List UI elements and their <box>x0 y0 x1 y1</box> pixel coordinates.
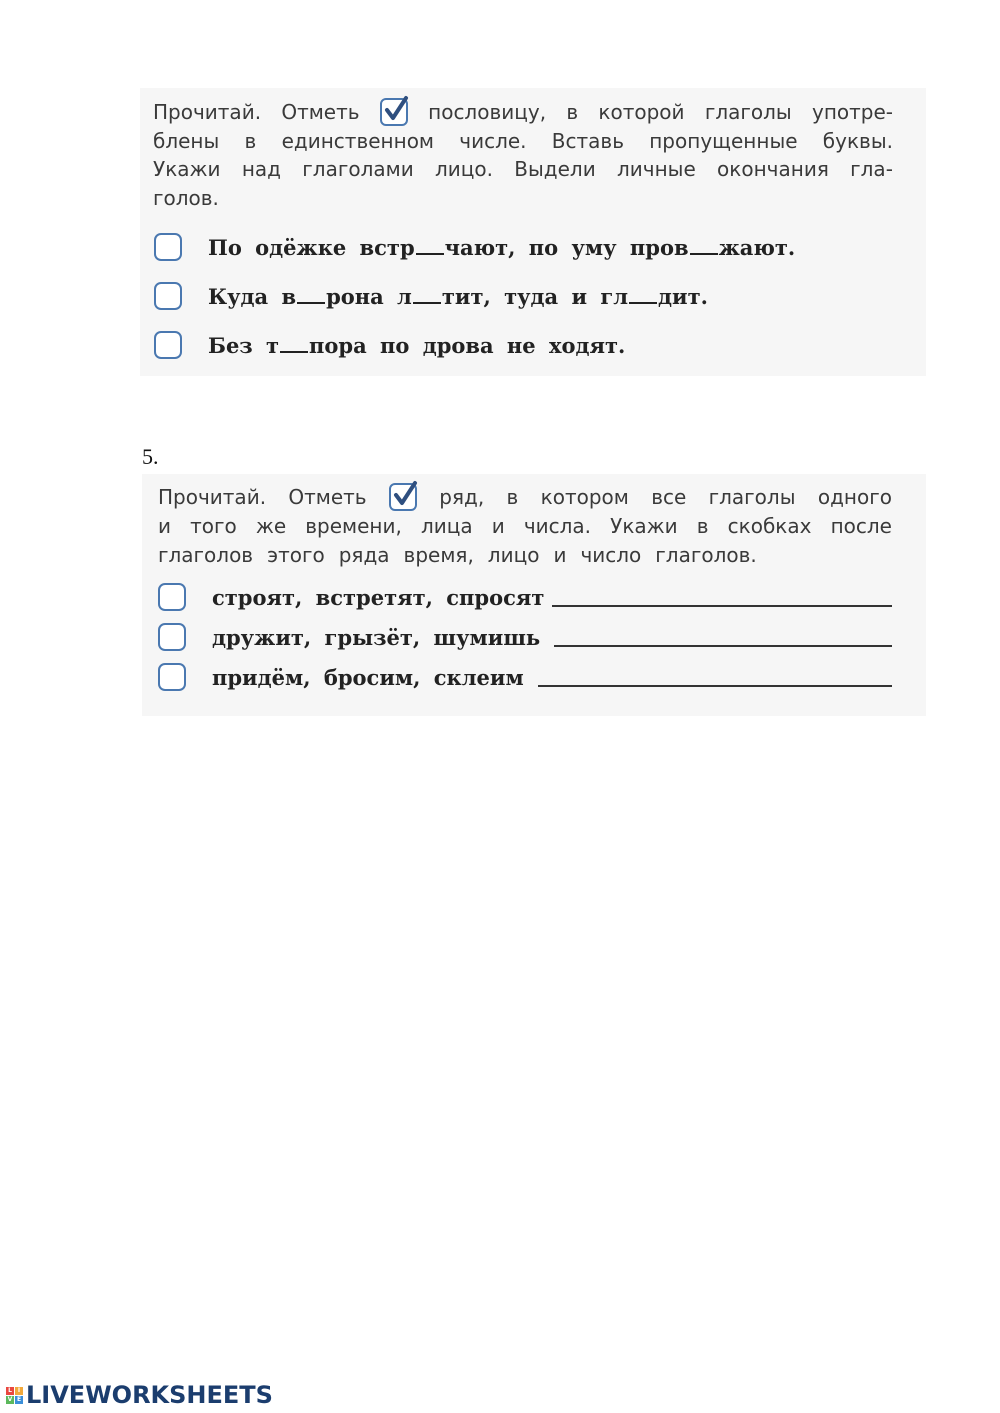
instruction-word: и <box>553 542 567 567</box>
instruction-word: Отметь <box>288 484 367 509</box>
instruction-word: в <box>506 484 519 509</box>
instruction-word: Отметь <box>281 100 360 125</box>
instruction-word: которой <box>598 100 685 125</box>
check-mark-icon <box>389 483 417 511</box>
proverb-fragment: жают. <box>718 234 796 260</box>
instruction-word: Укажи <box>610 513 678 538</box>
instruction-word: одного <box>817 484 892 509</box>
instruction-word: все <box>651 484 687 509</box>
instruction-word: глаголы <box>704 100 792 125</box>
logo-text: LIVEWORKSHEETS <box>26 1381 273 1409</box>
instruction-word: Укажи <box>153 157 221 182</box>
instruction-word: времени, <box>305 513 402 538</box>
instruction-word: глаголами <box>302 157 414 182</box>
instruction-line <box>153 98 893 127</box>
instruction-word: число <box>580 542 642 567</box>
instruction-word: глаголов. <box>655 542 757 567</box>
proverb-option <box>154 282 708 310</box>
logo-square: E <box>16 1395 22 1403</box>
instruction-word: после <box>830 513 892 538</box>
verb-row-option <box>158 583 544 611</box>
logo-icon <box>6 1387 23 1404</box>
missing-letter-blank[interactable] <box>297 284 325 304</box>
instruction-word: единственном <box>281 128 435 153</box>
check-mark-icon <box>380 98 408 126</box>
instruction-word: лица <box>420 513 473 538</box>
instruction-word: Вставь <box>551 128 624 153</box>
instruction-word: скобках <box>727 513 812 538</box>
proverb-text <box>208 284 708 309</box>
missing-letter-blank[interactable] <box>629 284 657 304</box>
instruction-line <box>153 127 893 156</box>
instruction-word: того <box>190 513 237 538</box>
task-5-number: 5. <box>142 444 159 469</box>
proverb-fragment: Без т <box>208 332 280 358</box>
option-checkbox[interactable] <box>154 282 182 310</box>
instruction-word: глаголов <box>158 542 254 567</box>
proverb-option <box>154 331 625 359</box>
option-checkbox[interactable] <box>158 623 186 651</box>
liveworksheets-logo[interactable] <box>6 1381 273 1409</box>
instruction-word: употре- <box>811 100 893 125</box>
proverb-text <box>208 333 625 358</box>
instruction-word: личные <box>616 157 696 182</box>
instruction-word: голов. <box>153 185 219 210</box>
instruction-word: числе. <box>459 128 527 153</box>
proverb-fragment: чают, по уму пров <box>444 234 689 260</box>
instruction-word: окончания <box>717 157 829 182</box>
instruction-line <box>158 540 757 569</box>
answer-line[interactable] <box>538 685 892 687</box>
answer-line[interactable] <box>552 605 892 607</box>
option-checkbox[interactable] <box>158 583 186 611</box>
instruction-line <box>153 184 219 213</box>
instruction-word: котором <box>540 484 629 509</box>
instruction-word: в <box>566 100 579 125</box>
instruction-word: время, <box>403 542 474 567</box>
instruction-word: в <box>244 128 257 153</box>
instruction-word: буквы. <box>822 128 893 153</box>
instruction-word: ряда <box>338 542 390 567</box>
missing-letter-blank[interactable] <box>280 333 308 353</box>
instruction-word: числа. <box>523 513 592 538</box>
logo-square: V <box>7 1395 13 1403</box>
task-5-card <box>142 474 926 716</box>
proverb-fragment: По одёжке встр <box>208 234 415 260</box>
instruction-word: и <box>491 513 505 538</box>
logo-square: L <box>6 1387 14 1395</box>
instruction-word: над <box>241 157 281 182</box>
instruction-line <box>158 482 892 511</box>
instruction-word: Выдели <box>514 157 596 182</box>
proverb-fragment: пора по дрова не ходят. <box>309 332 626 358</box>
instruction-word: Прочитай. <box>153 100 262 125</box>
instruction-line <box>158 511 892 540</box>
option-checkbox[interactable] <box>154 331 182 359</box>
proverb-fragment: рона л <box>326 283 412 309</box>
verb-row-text: строят, встретят, спросят <box>212 584 545 610</box>
instruction-word: пословицу, <box>428 100 547 125</box>
instruction-line <box>153 155 893 184</box>
option-checkbox[interactable] <box>154 233 182 261</box>
proverb-fragment: дит. <box>658 283 708 309</box>
instruction-word: блены <box>153 128 220 153</box>
missing-letter-blank[interactable] <box>416 235 444 255</box>
verb-row-text: дружит, грызёт, шумишь <box>212 624 541 650</box>
instruction-word: этого <box>267 542 325 567</box>
instruction-word: и <box>158 513 171 538</box>
instruction-word: Прочитай. <box>158 484 267 509</box>
option-checkbox[interactable] <box>158 663 186 691</box>
task-4-card <box>140 88 926 376</box>
logo-square: I <box>15 1387 23 1395</box>
proverb-option <box>154 233 795 261</box>
instruction-word: лицо <box>487 542 540 567</box>
proverb-fragment: Куда в <box>208 283 297 309</box>
instruction-word: пропущенные <box>649 128 798 153</box>
verb-row-option <box>158 663 524 691</box>
proverb-fragment: тит, туда и гл <box>441 283 629 309</box>
missing-letter-blank[interactable] <box>690 235 718 255</box>
instruction-word: глаголы <box>708 484 796 509</box>
verb-row-text: придём, бросим, склеим <box>212 664 524 690</box>
instruction-word: же <box>255 513 287 538</box>
instruction-word: гла- <box>850 157 893 182</box>
instruction-word: в <box>696 513 709 538</box>
missing-letter-blank[interactable] <box>413 284 441 304</box>
proverb-text <box>208 235 795 260</box>
verb-row-option <box>158 623 540 651</box>
instruction-word: ряд, <box>439 484 485 509</box>
answer-line[interactable] <box>554 645 892 647</box>
instruction-word: лицо. <box>434 157 493 182</box>
